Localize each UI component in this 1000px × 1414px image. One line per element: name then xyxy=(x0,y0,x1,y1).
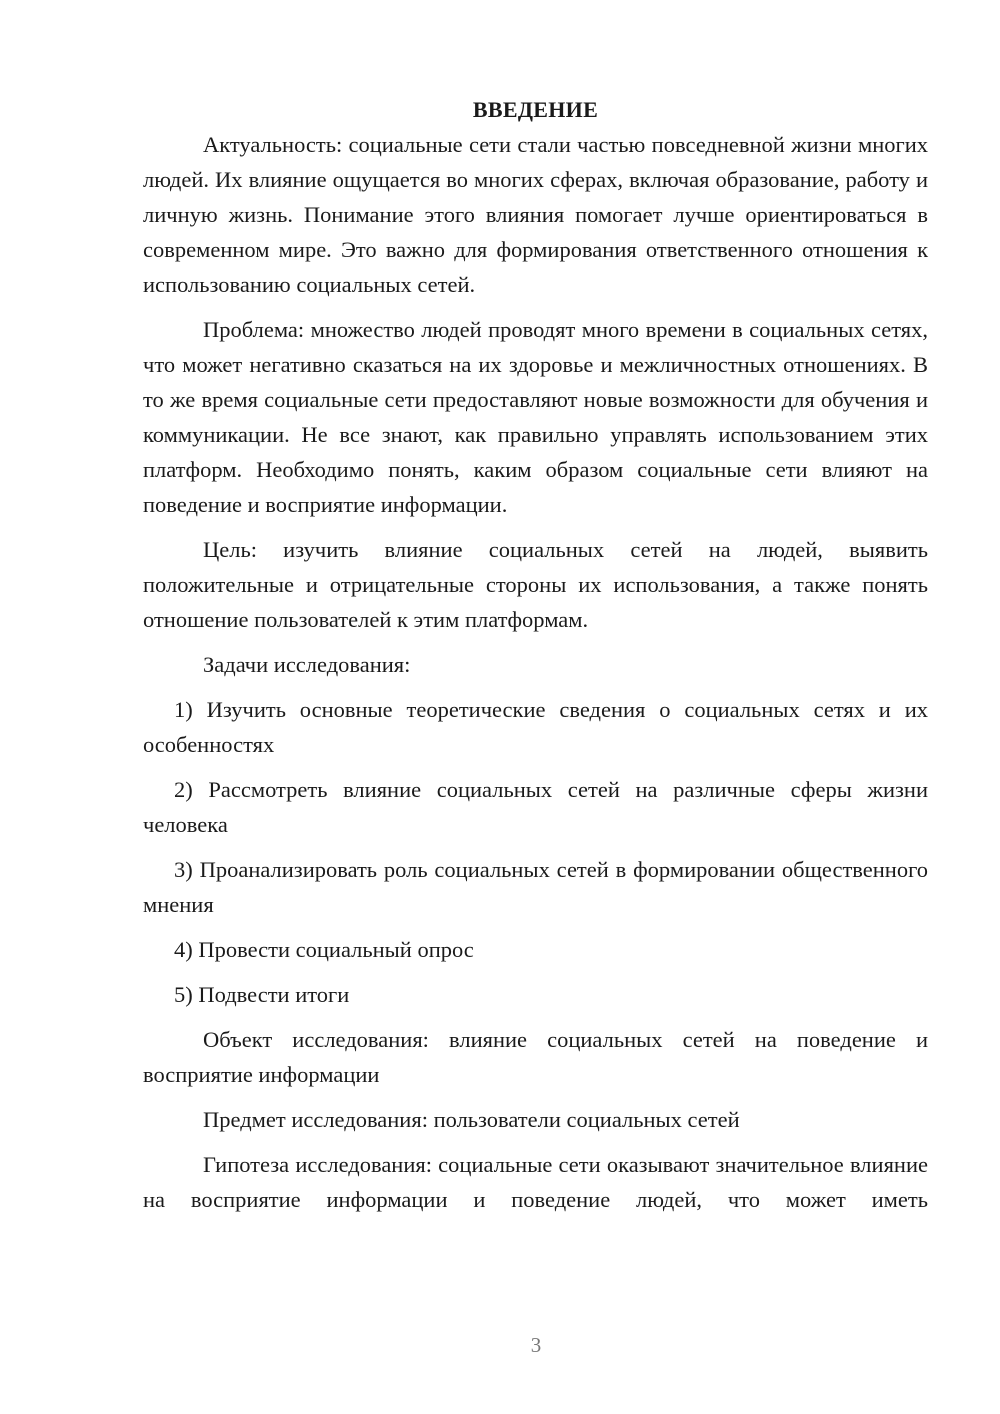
paragraph-hypothesis: Гипотеза исследования: социальные сети оказывают значительное влияние на восприятие информации и поведение людей, что может иметь xyxy=(143,1152,928,1212)
paragraph-subject: Предмет исследования: пользователи социальных сетей xyxy=(203,1107,740,1132)
tasks-title: Задачи исследования: xyxy=(203,652,411,677)
page-number: 3 xyxy=(530,1333,542,1357)
section-heading: ВВЕДЕНИЕ xyxy=(472,97,599,122)
paragraph-problem: Проблема: множество людей проводят много времени в социальных сетях, что может негативно сказаться на их здоровье и межличностных отношениях. В то же время социальные сети предоставляют новые возможности для обучения и коммуникации. Не все знают, как правильно управлять использованием этих платформ. Необходимо понять, каким образом социальные сети влияют на поведение и восприятие информации. xyxy=(143,317,928,517)
task-item-1: 1) Изучить основные теоретические сведения о социальных сетях и их особенностях xyxy=(143,697,928,757)
task-item-3: 3) Проанализировать роль социальных сетей в формировании общественного мнения xyxy=(143,857,928,917)
task-item-5: 5) Подвести итоги xyxy=(174,982,350,1007)
paragraph-goal: Цель: изучить влияние социальных сетей на людей, выявить положительные и отрицательные стороны их использования, а также понять отношение пользователей к этим платформам. xyxy=(143,537,928,632)
paragraph-relevance: Актуальность: социальные сети стали частью повседневной жизни многих людей. Их влияние ощущается во многих сферах, включая образование, работу и личную жизнь. Понимание этого влияния помогает лучше ориентироваться в современном мире. Это важно для формирования ответственного отношения к использованию социальных сетей. xyxy=(143,132,928,297)
page-content xyxy=(143,92,928,1227)
paragraph-object: Объект исследования: влияние социальных сетей на поведение и восприятие информации xyxy=(143,1027,928,1087)
task-item-2: 2) Рассмотреть влияние социальных сетей на различные сферы жизни человека xyxy=(143,777,928,837)
task-item-4: 4) Провести социальный опрос xyxy=(174,937,474,962)
